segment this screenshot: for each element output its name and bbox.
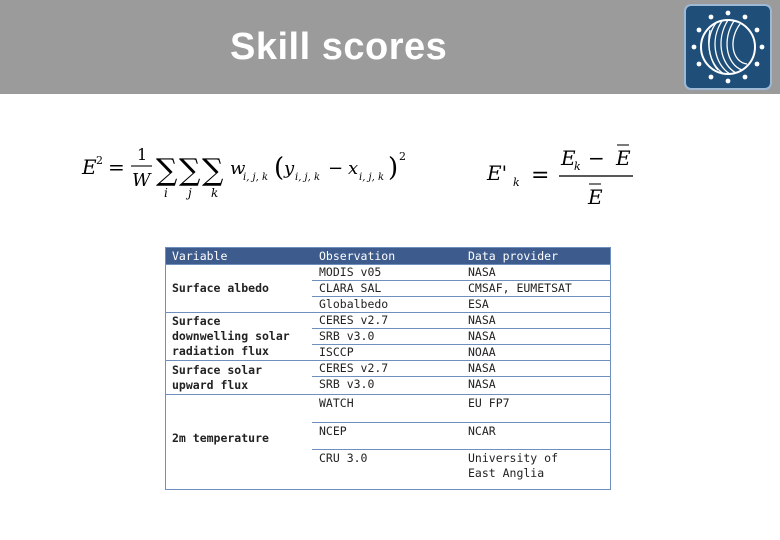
skill-num-e: E (561, 146, 576, 170)
provider-cell: NASA (461, 265, 611, 281)
formula-w: w (230, 158, 246, 179)
provider-cell: NASA (461, 377, 611, 395)
header-variable: Variable (165, 247, 312, 265)
formula-open: ( (274, 153, 285, 183)
table-row (165, 313, 611, 329)
sum-k: ∑ (202, 153, 224, 188)
skill-formula (485, 138, 645, 208)
observation-cell: SRB v3.0 (312, 329, 461, 345)
variable-cell: 2m temperature (165, 395, 312, 482)
formula-x-sub: i, j, k (359, 172, 385, 183)
provider-cell: NASA (461, 361, 611, 377)
sum-idx-i: i (164, 186, 168, 200)
sum-j: ∑ (179, 153, 201, 188)
formula-y-sub: i, j, k (295, 172, 321, 183)
skill-equals: = (531, 163, 550, 188)
observation-cell: WATCH (312, 395, 461, 423)
provider-cell: EU FP7 (461, 395, 611, 423)
variable-cell: Surface downwelling solar radiation flux (165, 313, 312, 361)
observation-cell: SRB v3.0 (312, 377, 461, 395)
observation-cell: CERES v2.7 (312, 361, 461, 377)
provider-cell: NASA (461, 313, 611, 329)
formula-minus: − (328, 158, 344, 179)
skill-num-ebar: E (616, 146, 631, 170)
formula-y: y (284, 158, 295, 179)
skill-num-sub: k (574, 160, 581, 173)
provider-cell: CMSAF, EUMETSAT (461, 281, 611, 297)
observation-cell: ISCCP (312, 345, 461, 361)
formula-equals: = (108, 155, 125, 179)
provider-cell: NOAA (461, 345, 611, 361)
formula-x: x (348, 158, 359, 179)
provider-cell: NCAR (461, 423, 611, 450)
table-row (165, 361, 611, 377)
header-provider: Data provider (461, 247, 611, 265)
formula-sup: 2 (96, 154, 103, 167)
header-observation: Observation (312, 247, 461, 265)
observation-cell: CRU 3.0 (312, 450, 461, 482)
header-bar (0, 0, 780, 94)
sum-idx-j: j (188, 186, 192, 200)
skill-minus: − (588, 146, 605, 170)
page-title: Skill scores (230, 26, 448, 68)
skill-lhs-sub: k (513, 176, 520, 189)
variable-cell: Surface solar upward flux (165, 361, 312, 395)
observation-cell: Globalbedo (312, 297, 461, 313)
variable-cell: Surface albedo (165, 265, 312, 313)
error-formula (80, 140, 420, 204)
provider-cell: ESA (461, 297, 611, 313)
observation-cell: CLARA SAL (312, 281, 461, 297)
formula-frac-den: W (132, 170, 151, 191)
observation-cell: CERES v2.7 (312, 313, 461, 329)
globe-stars-logo-icon (684, 4, 772, 90)
skill-lhs: E' (487, 161, 508, 185)
provider-cell: NASA (461, 329, 611, 345)
formula-close-sup: 2 (399, 150, 406, 163)
table-row (165, 265, 611, 281)
table-header-row (165, 247, 611, 265)
sum-i: ∑ (156, 153, 178, 188)
formula-w-sub: i, j, k (243, 172, 269, 183)
formula-e: E (82, 155, 97, 179)
observation-cell: MODIS v05 (312, 265, 461, 281)
sum-idx-k: k (211, 186, 219, 200)
skill-den-ebar: E (588, 185, 603, 208)
observation-cell: NCEP (312, 423, 461, 450)
provider-cell: University of East Anglia (461, 450, 611, 482)
table-row (165, 395, 611, 423)
dataset-table (165, 247, 611, 490)
formula-frac-num: 1 (137, 145, 148, 164)
formula-close: ) (388, 153, 399, 183)
